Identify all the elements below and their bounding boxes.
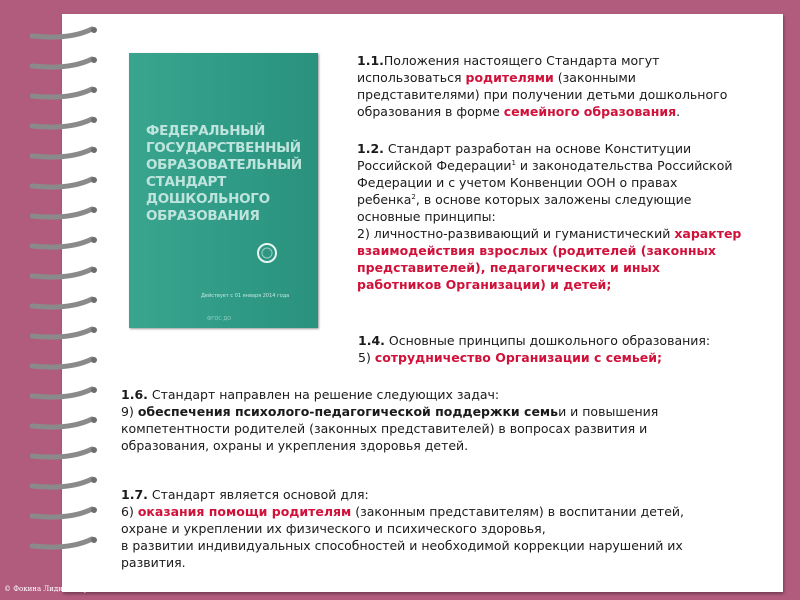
- book-cover: [129, 53, 318, 328]
- footnote-mark: 2: [411, 192, 416, 201]
- binder-ring-icon: [30, 114, 100, 131]
- text: Положения настоящего Стандарта могут использоваться: [357, 53, 660, 85]
- binder-ring-icon: [30, 474, 100, 491]
- text: Основные принципы дошкольного образования:: [384, 333, 711, 348]
- section-1-4: [358, 332, 748, 366]
- highlight: характер взаимодействия взрослых (родителей (законных представителей), педагогических и иных работников Организации) и детей;: [357, 226, 742, 292]
- book-date: Действует с 01 января 2014 года: [201, 293, 290, 299]
- highlight: сотрудничество Организации с семьей;: [374, 350, 662, 365]
- binder-ring-icon: [30, 324, 100, 341]
- binder-ring-icon: [30, 294, 100, 311]
- section-number: 1.6.: [121, 387, 148, 402]
- binder-ring-icon: [30, 384, 100, 401]
- book-title-line: СТАНДАРТ: [146, 174, 227, 190]
- text: 5): [358, 350, 375, 365]
- text: Стандарт направлен на решение следующих задач:: [147, 387, 500, 402]
- bold-text: обеспечения психолого-педагогической поддержки семь: [137, 404, 559, 419]
- book-title-line: ОБРАЗОВАТЕЛЬНЫЙ: [146, 157, 302, 173]
- text: .: [676, 104, 681, 119]
- binder-ring-icon: [30, 84, 100, 101]
- highlight: оказания помощи родителям: [137, 504, 352, 519]
- text: 6): [121, 504, 138, 519]
- text: , в основе которых заложены следующие основные принципы:: [357, 192, 692, 224]
- text: и и повышения компетентности родителей (законных представителей) в вопросах развития и образования, охраны и укрепления здоровья детей.: [121, 404, 659, 453]
- section-1-2: [357, 140, 742, 293]
- text: 2) личностно-развивающий и гуманистический: [357, 226, 675, 241]
- book-title-line: ДОШКОЛЬНОГО: [146, 191, 270, 207]
- section-1-7: [121, 486, 721, 571]
- binder-ring-icon: [30, 354, 100, 371]
- binder-ring-icon: [30, 24, 100, 41]
- book-title: [146, 123, 316, 225]
- text: (законным представителям) в воспитании детей, охране и укреплении их физического и психического здоровья,: [121, 504, 685, 536]
- text: 9): [121, 404, 138, 419]
- binder-ring-icon: [30, 174, 100, 191]
- binder-ring-icon: [30, 234, 100, 251]
- section-1-1: [357, 52, 737, 120]
- author-credit: © Фокина Лидия Петровна: [4, 585, 106, 593]
- binder-ring-icon: [30, 534, 100, 551]
- binder-ring-icon: [30, 144, 100, 161]
- text: (законными представителями) при получении детьми дошкольного образования в форме: [357, 70, 728, 119]
- section-1-6: [121, 386, 701, 454]
- text: Стандарт является основой для:: [147, 487, 369, 502]
- section-number: 1.1.: [357, 53, 384, 68]
- binder-ring-icon: [30, 204, 100, 221]
- text: в развитии индивидуальных способностей и необходимой коррекции нарушений их развития.: [121, 538, 683, 570]
- book-title-line: ФЕДЕРАЛЬНЫЙ: [146, 123, 265, 139]
- binder-ring-icon: [30, 414, 100, 431]
- binder-ring-icon: [30, 504, 100, 521]
- section-number: 1.2.: [357, 141, 384, 156]
- text: и законодательства Российской Федерации и с учетом Конвенции ООН о правах ребенка: [357, 158, 733, 207]
- section-number: 1.7.: [121, 487, 148, 502]
- highlight: семейного образования: [503, 104, 677, 119]
- text: Стандарт разработан на основе Конституции Российской Федерации: [357, 141, 692, 173]
- footnote-mark: 1: [511, 158, 516, 167]
- book-title-line: ОБРАЗОВАНИЯ: [146, 208, 260, 224]
- binder-ring-icon: [30, 54, 100, 71]
- book-corner-mark: ФГОС ДО: [207, 316, 232, 322]
- book-title-line: ГОСУДАРСТВЕННЫЙ: [146, 140, 301, 156]
- binder-ring-icon: [30, 444, 100, 461]
- book-emblem-icon: [255, 241, 279, 265]
- section-number: 1.4.: [358, 333, 385, 348]
- highlight: родителями: [465, 70, 554, 85]
- binder-ring-icon: [30, 264, 100, 281]
